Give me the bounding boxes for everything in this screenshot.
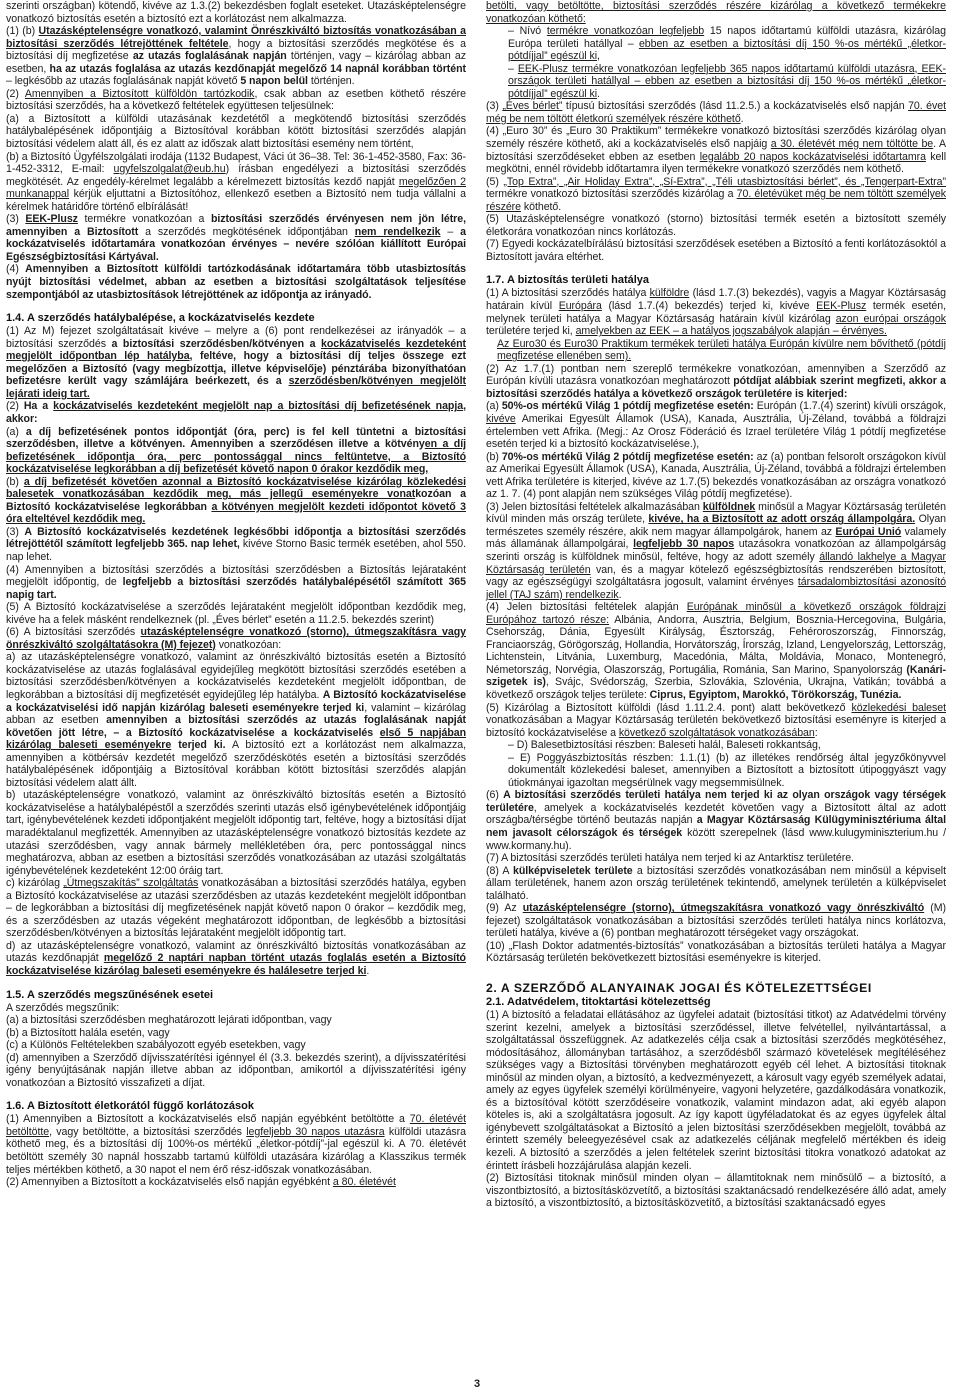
spacer xyxy=(486,263,946,274)
paragraph: (3) EEK-Plusz termékre vonatkozóan a biztosítási szerződés érvényesen nem jön létre, amennyiben a Biztosított a szerződés megkötésének időpontjában nem rendelkezik – a kockázatviselés időtartamára vonatkozóan érvényes – nevére szólóan kiállított Európai Egészségbiztosítási Kártyával. xyxy=(6,213,466,263)
paragraph: (3) „Éves bérlet” típusú biztosítási szerződés (lásd 11.2.5.) a kockázatviselés első napján 70. évet még be nem töltött életkorú személyek részére köthető. xyxy=(486,100,946,125)
spacer xyxy=(6,978,466,989)
paragraph: (b) 70%-os mértékű Világ 2 pótdíj megfizetése esetén: az (a) pontban felsorolt országokon kívül az Amerikai Egyesült Államok (USA), Kanada, Ausztrália, Új-Zéland, továbbá a földrajzi értelemben vett Afrika területére is kiterjed, kivéve az 1.7.(5) bekezdés vonatkozásában az országra vonatkozó az 1. 7. (4) pont alapján nem szükséges Világ pótdíj megfizetése). xyxy=(486,450,946,501)
paragraph: (2) Biztosítási titoknak minősül minden olyan – államtitoknak nem minősülő – a biztosító, a viszontbiztosító, a biztosításközvetítő, a biztosítási szaktanácsadó rendelkezésére álló adat, amely a biztosító, a viszontbiztosító, a biztosításközvetítő, a biztosítási szaktanácsadó egyes xyxy=(486,1172,946,1210)
paragraph: (2) Amennyiben a Biztosított külföldön tartózkodik, csak abban az esetben köthető részére biztosítási szerződés, ha a következő feltételek együttesen teljesülnek: xyxy=(6,87,466,113)
paragraph: (9) Az utazásképtelenségre (storno), útmegszakításra vonatkozó vagy önrészkiváltó (M) fejezet) szolgáltatások vonatkozásában a biztosítási szerződés területi hatálya nincs korlátozva, területi hatálya, kivéve a (6) pontban meghatározott térségeket vagy országokat. xyxy=(486,902,947,940)
paragraph: (10) „Flash Doktor adatmentés-biztosítás” vonatkozásában a biztosítás területi hatálya a Magyar Köztársaság területén bekövetkezett biztosítási eseményekre is kiterjed. xyxy=(486,939,946,965)
page-number: 3 xyxy=(474,1378,481,1390)
paragraph: (6) A biztosítási szerződés területi hatálya nem terjed ki az olyan országok vagy térségek területére, amelyek a kockázatviselés kezdetét követően vagy a Biztosított által az adott országba/térségbe történő beutazás napján a Magyar Köztársaság Külügyminisztériuma által nem javasolt célországok és térségek között szerepelnek (lásd www.kulugyminiszterium.hu / www.kormany.hu). xyxy=(486,789,947,852)
paragraph: (5) „Top Extra”, „Air Holiday Extra”, „Sí-Extra”, „Téli utasbiztosítási bérlet”, és „Tengerpart-Extra” termékre vonatkozó biztosítási szerződés kizárólag a 70. életévüket még be nem töltött személyek részére köthető. xyxy=(486,175,946,213)
paragraph: (7) A biztosítási szerződés területi hatálya nem terjed ki az Antarktisz területére. xyxy=(486,852,854,865)
paragraph: (b) a Biztosított halála esetén, vagy xyxy=(6,1026,170,1039)
paragraph: (6) A biztosítási szerződés utazásképtelenségre vonatkozó (storno), útmegszakításra vagy önrészkiváltó szolgáltatásokra (M) fejezet) vonatkozóan: xyxy=(6,626,466,651)
spacer xyxy=(6,301,466,312)
paragraph: (a) a díj befizetésének pontos időpontját (óra, perc) is fel kell tüntetni a biztosítási szerződésben, illetve a kötvényen. Amennyiben a szerződésen illetve a kötvényen a díj befizetésének időpontja óra, perc pontossággal nincs feltüntetve, a Biztosító kockázatviselése legkorábban a díj befizetését követő napon 0 órakor kezdődik meg, xyxy=(6,425,466,476)
paragraph: – D) Balesetbiztosítási részben: Baleseti halál, Baleseti rokkantság, xyxy=(508,739,821,752)
paragraph: (4) Amennyiben a biztosítási szerződés a biztosítási szerződésben a Biztosítás lejárataként megjelölt időpontig, de legfeljebb a biztosítási szerződés hatálybalépésétől számított 365 napig tart. xyxy=(6,563,466,601)
section-heading: 2.1. Adatvédelem, titoktartási kötelezettség xyxy=(486,996,711,1009)
paragraph: (5) Utazásképtelenségre vonatkozó (storno) biztosítási termék esetén a biztosított személy életkorára vonatkozóan nincs korlátozás. xyxy=(486,213,946,238)
paragraph: (2) Ha a kockázatviselés kezdeteként megjelölt nap a biztosítási díj befizetésének napja, akkor: xyxy=(6,400,466,425)
paragraph: – EEK-Plusz termékre vonatkozóan legfeljebb 365 napos időtartamú külföldi utazásra, EEK-országok területi hatállyal – ebben az esetben a biztosítási díj 150 %-os mértékű „életkor-pótdíjjal” egészül ki. xyxy=(508,62,946,100)
paragraph: – E) Poggyászbiztosítás részben: 1.1.(1) (b) az illetékes rendőrség által jegyzőkönyvvel dokumentált közlekedési baleset, amennyiben a Biztosított a biztosított útipoggyászt vagy útiokmányai igazoltan megsérülnek vagy megsemmisülnek. xyxy=(508,751,946,789)
paragraph: (1) A biztosítási szerződés hatálya külföldre (lásd 1.7.(3) bekezdés), vagyis a Magyar Köztársaság határain kívül Európára (lásd 1.7.(4) bekezdés) terjed ki, kivéve EEK-Plusz termék esetén, melynek területi hatálya a Magyar Köztársaság határain kívül kizárólag azon európai országok területére terjed ki, amelyekben az EEK – a hatályos jogszabályok alapján – érvényes. xyxy=(486,287,947,338)
spacer xyxy=(6,1089,466,1100)
paragraph: (1) Az M) fejezet szolgáltatásait kivéve – melyre a (6) pont rendelkezései az irányadók – a biztosítási szerződés a biztosítási szerződésben/kötvényen a kockázatviselés kezdeteként megjelölt időpontban lép hatályba, feltéve, hogy a biztosítási díj teljes összege ezt megelőzően a Biztosító (vagy megbízottja, illetve képviselője) pénztárába bizonyíthatóan befizetésre került vagy számlájára beérkezett, és a szerződésben/kötvényen megjelölt lejárati ideig tart. xyxy=(6,325,467,400)
paragraph: c) kizárólag „Útmegszakítás” szolgáltatás vonatkozásában a biztosítási szerződés hatálya, egyben a Biztosító kockázatviselése az utazási szerződésben az utazás kezdeteként megjelölt időpontban – de legkorábban a biztosítási díj megfizetésének napját követő napon 0 órakor – kezdődik meg, és a szerződésben az utazás végeként meghatározott időpontban, de legkésőbb a biztosítási szerződésben/kötvényen a biztosítás lejárataként megjelölt időpontig tart. xyxy=(6,877,466,940)
paragraph: (a) a Biztosított a külföldi utazásának kezdetétől a megkötendő biztosítási szerződés hatálybalépésének időpontjáig a Biztosítóval korábban kötött biztosítási szerződés alapján biztosítási védelem alatt áll, és ez alatt az időszak alatt biztosítási esemény nem történt, xyxy=(6,112,466,151)
paragraph: (c) a Különös Feltételekben szabályozott egyéb esetekben, vagy xyxy=(6,1039,306,1052)
paragraph: – Nívó termékre vonatkozóan legfeljebb 15 napos időtartamú külföldi utazásra, kizárólag Európa területi hatállyal – ebben az esetben a biztosítási díj 150 %-os mértékű „életkor-pótdíjjal” egészül ki, xyxy=(508,25,946,63)
left-column xyxy=(6,0,466,1189)
paragraph: b) utazásképtelenségre vonatkozó, valamint az önrészkiváltó biztosítás esetén a Biztosító kockázatviselése a hatálybalépéstől a szerződés szerinti utazás első igénybevételének időpontjáig tart, igénybevételének kezdeti időpontjaként megjelölt időpontig tart, feltéve, hogy a biztosítási díjat maradéktalanul megfizették. Amennyiben az utazásképtelenségre vonatkozó biztosítás kezdete az utazási szerződésben, vagy annak bármely mellékletében óra, perc pontossággal nincs meghatározva, abban az esetben a biztosítási szerződés vonatkozásában az utazási szolgáltatás igénybevételének kezdeteként 12:00 óráig tart. xyxy=(6,789,466,877)
section-heading: 1.4. A szerződés hatálybalépése, a kockázatviselés kezdete xyxy=(6,312,315,325)
paragraph: szerinti országban) kötendő, kivéve az 1.3.(2) bekezdésben foglalt eseteket. Utazásképtelenségre vonatkozó biztosítás esetén a biztosító ezt a korlátozást nem alkalmazza. xyxy=(6,0,466,25)
section-heading: 1.7. A biztosítás területi hatálya xyxy=(486,274,650,287)
spacer xyxy=(486,965,946,981)
paragraph: (7) Egyedi kockázatelbírálású biztosítási szerződések esetében a Biztosító a fenti korlátozásoktól a Biztosított javára eltérhet. xyxy=(486,238,946,263)
paragraph: (4) Amennyiben a Biztosított külföldi tartózkodásának időtartamára több utasbiztosítás nyújt biztosítási védelmet, abban az esetben a biztosítási szolgáltatások teljesítése szempontjából az utasbiztosítások létrejöttének az időpontja az irányadó. xyxy=(6,263,466,301)
paragraph: (1) (b) Utazásképtelenségre vonatkozó, valamint Önrészkiváltó biztosítás vonatkozásában a biztosítási szerződés létrejöttének feltétele, hogy a biztosítási szerződés megkötése és a biztosítási díj megfizetése az utazás foglalásának napján történjen, vagy – kizárólag abban az esetben, ha az utazás foglalása az utazás kezdőnapját megelőző 14 napnál korábban történt – legkésőbb az utazás foglalásának napját követő 5 napon belül történjen. xyxy=(6,25,466,88)
paragraph: (8) A külképviseletek területe a biztosítási szerződés vonatkozásában nem minősül a képviselt állam területének, hanem azon ország területének tekintendő, amelynek területén a külképviselet található. xyxy=(486,864,946,902)
paragraph: (d) amennyiben a Szerződő díjvisszatérítési igénnyel él (3.3. bekezdés szerint), a díjvisszatérítési igény benyújtásának napján illetve abban az időpontban, amikortól a díjvisszatérítési igény vonatkozóan a Biztosító visszafizeti a díjat. xyxy=(6,1051,466,1089)
paragraph: (1) A biztosító a feladatai ellátásához az ügyfelei adatait (biztosítási titkot) az Adatvédelmi törvény szerint kezelni, amelyek a biztosítási szerződéssel, illetve felvétellel, nyilvántartással, a szolgáltatással összefüggnek. Az adatkezelés célja csak a biztosítási szerződés megkötéséhez, módosításához, állományban tartásához, a szerződésből származó követelések megítéléséhez szükséges vagy a Biztosítási törvényben meghatározott egyéb cél lehet. A biztosítási titoknak minősül az minden olyan, a biztosító, a kedvezményezett, a károsult vagy egyéb személyek adatai, amely az egyes ügyfelek személyi körülményeire, vagyoni helyzetére, gazdálkodására vonatkozik, és a biztosítóval kötött szerződéseire vonatkozik, valamint mindazon adat, aki egyéb alapon köteles is, aki a szolgáltatásra jogosult. Az így kapott ügyféladatokat és az egyes ügyfelek által igénybevett szolgáltatásokat a Biztosító a jelen biztosítási szerződésekben megjelölt, továbbá az érintett személy beleegyezésével csak az adatkezelés céljának megfelelő mértékben és ideig kezeli. A biztosító a szerződés a jelen feltételek szerint biztosítási titokra vonatkozó adatokat az érintett írásbeli hozzájárulása alapján kezeli. xyxy=(486,1009,946,1172)
paragraph: A szerződés megszűnik: xyxy=(6,1001,120,1014)
paragraph: Az Euro30 és Euro30 Praktikum termékek területi hatálya Európán kívülre nem bővíthető (pótdíj megfizetése ellenében sem). xyxy=(497,337,946,363)
paragraph: (4) „Euro 30” és „Euro 30 Praktikum” termékekre vonatkozó biztosítási szerződés kizárólag olyan személy részére köthető, aki a kockázatviselés első napjáig a 30. életévét még nem töltötte be. A biztosítási szerződéseket ebben az esetben legalább 20 napos kockázatviselési időtartamra kell megkötni, ennél rövidebb időtartamra ilyen termékekre vonatkozó szerződés nem köthető. xyxy=(486,125,947,176)
section-heading: 2. A SZERZŐDŐ ALANYAINAK JOGAI ÉS KÖTELEZETTSÉGEI xyxy=(486,981,872,996)
paragraph: (a) 50%-os mértékű Világ 1 pótdíj megfizetése esetén: Európán (1.7.(4) szerint) kívüli országok, kivéve Amerikai Egyesült Államok (USA), Kanada, Ausztrália, Új-Zéland, továbbá a földrajzi értelemben vett Afrika. (Megj.: Az Orosz Föderáció és Izrael területére Világ 1 pótdíj megfizetése esetén terjed ki a biztosító kockázatviselése.), xyxy=(486,400,946,451)
paragraph: (5) A Biztosító kockázatviselése a szerződés lejárataként megjelölt időpontban kezdődik meg, kivéve ha a felek másként rendelkeznek (pl. „Éves bérlet” esetén a 11.2.5. bekezdés szerint) xyxy=(6,601,466,626)
paragraph: (3) A Biztosító kockázatviselés kezdetének legkésőbbi időpontja a biztosítási szerződés létrejöttétől számított legfeljebb 365. nap lehet, kivéve Storno Basic termék esetében, ahol 550. nap lehet. xyxy=(6,525,466,563)
paragraph: (5) Kizárólag a Biztosított külföldi (lásd 1.11.2.4. pont) alatt bekövetkező közlekedési baleset vonatkozásában a Magyar Köztársaság területén bekövetkező biztosítási eseményre is kiterjed a biztosító kockázatviselése a következő szolgáltatások vonatkozásában: xyxy=(486,701,946,739)
paragraph: (b) a díj befizetését követően azonnal a Biztosító kockázatviselése kizárólag közlekedési balesetek vonatkozásában kezdődik meg, más jellegű eseményekre vonatkozóan a Biztosító kockázatviselése legkorábban a kötvényen megjelölt kezdeti időpontot követő 3 óra elteltével kezdődik meg. xyxy=(6,475,466,526)
paragraph: a) az utazásképtelenségre vonatkozó, valamint az önrészkiváltó biztosítás esetén a Biztosító kockázatviselése az utazás foglalásával egyidejűleg megkötött biztosítási szerződés esetében a biztosítási szerződésben/kötvényen a kockázatviselés kezdeteként megjelölt időpontban, de legkorábban a biztosítási díj megfizetését egyidejűleg lép hatályba. A Biztosító kockázatviselése a kockázatviselési idő napján kizárólag baleseti eseményekre terjed ki, valamint – kizárólag abban az esetben amennyiben a biztosítási szerződés az utazás foglalásának napját követően jött létre, – a Biztosító kockázatviselése a kockázatviselés első 5 napjában kizárólag baleseti eseményekre terjed ki. A biztosító ezt a korlátozást nem alkalmazza, amennyiben a kötbérsáv kezdetét megelőző szerződéskötés esetén a biztosítási szerződés hatálybalépésének időpontjáig a Biztosítóval korábban kötött biztosítási szerződés alapján biztosítási védelem alatt állt. xyxy=(6,651,467,789)
right-column xyxy=(486,0,946,1210)
paragraph: (2) Amennyiben a Biztosított a kockázatviselés első napján egyébként a 80. életévét xyxy=(6,1176,396,1189)
paragraph: betölti, vagy betöltötte, biztosítási szerződés részére kizárólag a következő termékekre vonatkozóan köthető: xyxy=(486,0,946,25)
paragraph: (a) a biztosítási szerződésben meghatározott lejárati időpontban, vagy xyxy=(6,1014,332,1027)
section-heading: 1.6. A Biztosított életkorától függő korlátozások xyxy=(6,1100,254,1113)
paragraph: (1) Amennyiben a Biztosított a kockázatviselés első napján egyébként betöltötte a 70. életévét betöltötte, vagy betöltötte, a biztosítási szerződés legfeljebb 30 napos utazásra külföldi utazásra köthető meg, és a biztosítási díj 100%-os mértékű „életkor-pótdíj”-jal egészül ki. A 70. életévét betöltött személy 30 napnál hosszabb tartamú külföldi utazására kizárólag a Klasszikus termék teljes mértékben köthető, a 30 napot el nem érő rész-időszak vonatkozásában. xyxy=(6,1113,466,1176)
paragraph: (4) Jelen biztosítási feltételek alapján Európának minősül a következő országok földrajzi Európához tartozó része: Albánia, Andorra, Ausztria, Belgium, Bosznia-Hercegovina, Bulgária, Csehország, Dánia, Egyesült Királyság, Észtország, Fehéroroszország, Finnország, Franciaország, Görögország, Hollandia, Horvátország, Írország, Izland, Lengyelország, Lettország, Lichtenstein, Litvánia, Luxemburg, Macedónia, Málta, Moldávia, Monaco, Montenegró, Németország, Norvégia, Olaszország, Portugália, Románia, San Marino, Spanyolország (Kanári-szigetek is), Svájc, Svédország, Szerbia, Szlovákia, Szlovénia, Ukrajna, Vatikán; továbbá a következő országok teljes területe: Ciprus, Egyiptom, Marokkó, Törökország, Tunézia. xyxy=(486,601,946,701)
paragraph: (3) Jelen biztosítási feltételek alkalmazásában külföldnek minősül a Magyar Köztársaság területén kívül minden más ország területe, kivéve, ha a Biztosított az adott ország állampolgára. Olyan természetes személy részére, akik nem magyar állampolgárok, hanem az Európai Unió valamely más államának állampolgárai, legfeljebb 30 napos utazásokra vonatkozóan az állampolgárság szerinti ország is külföldnek minősül, feltéve, hogy az adott személy állandó lakhelye a Magyar Köztársaság területén van, és a magyar kötelező egészségbiztosítás rendszerében biztosított, vagy az egészségügyi szolgáltatásra jogosult, valamint érvényes társadalombiztosítási azonosító jellel (TAJ szám) rendelkezik. xyxy=(486,500,946,601)
paragraph: d) az utazásképtelenségre vonatkozó, valamint az önrészkiváltó biztosítás vonatkozásában az utazás kezdőnapját megelőző 2 naptári napban történt utazás foglalás esetén a Biztosító kockázatviselése kizárólag baleseti eseményekre és halálesetre terjed ki. xyxy=(6,939,466,978)
paragraph: (2) Az 1.7.(1) pontban nem szereplő termékekre vonatkozóan, amennyiben a Szerződő az Európán kívüli utazásra vonatkozóan meghatározott pótdíjat alábbiak szerint megfizeti, akkor a biztosítási szerződés hatálya a következő országok területére is kiterjed: xyxy=(486,362,946,400)
paragraph: (b) a Biztosító Ügyfélszolgálati irodája (1132 Budapest, Váci út 36–38. Tel: 36-1-452-3580, Fax: 36-1-452-3312, E-mail: ugyfelszolgalat@eub.hu) írásban engedélyezi a biztosítási szerződés megkötését. Az engedély-kérelmet legalább a kérelmezett biztosítás kezdő napját megelőzően 2 munkanappal kérjük eljuttatni a Biztosítóhoz, ellenkező esetben a Biztosító nem tudja vállalni a kérelmek határidőre történő elbírálását! xyxy=(6,150,467,213)
section-heading: 1.5. A szerződés megszűnésének esetei xyxy=(6,988,214,1001)
